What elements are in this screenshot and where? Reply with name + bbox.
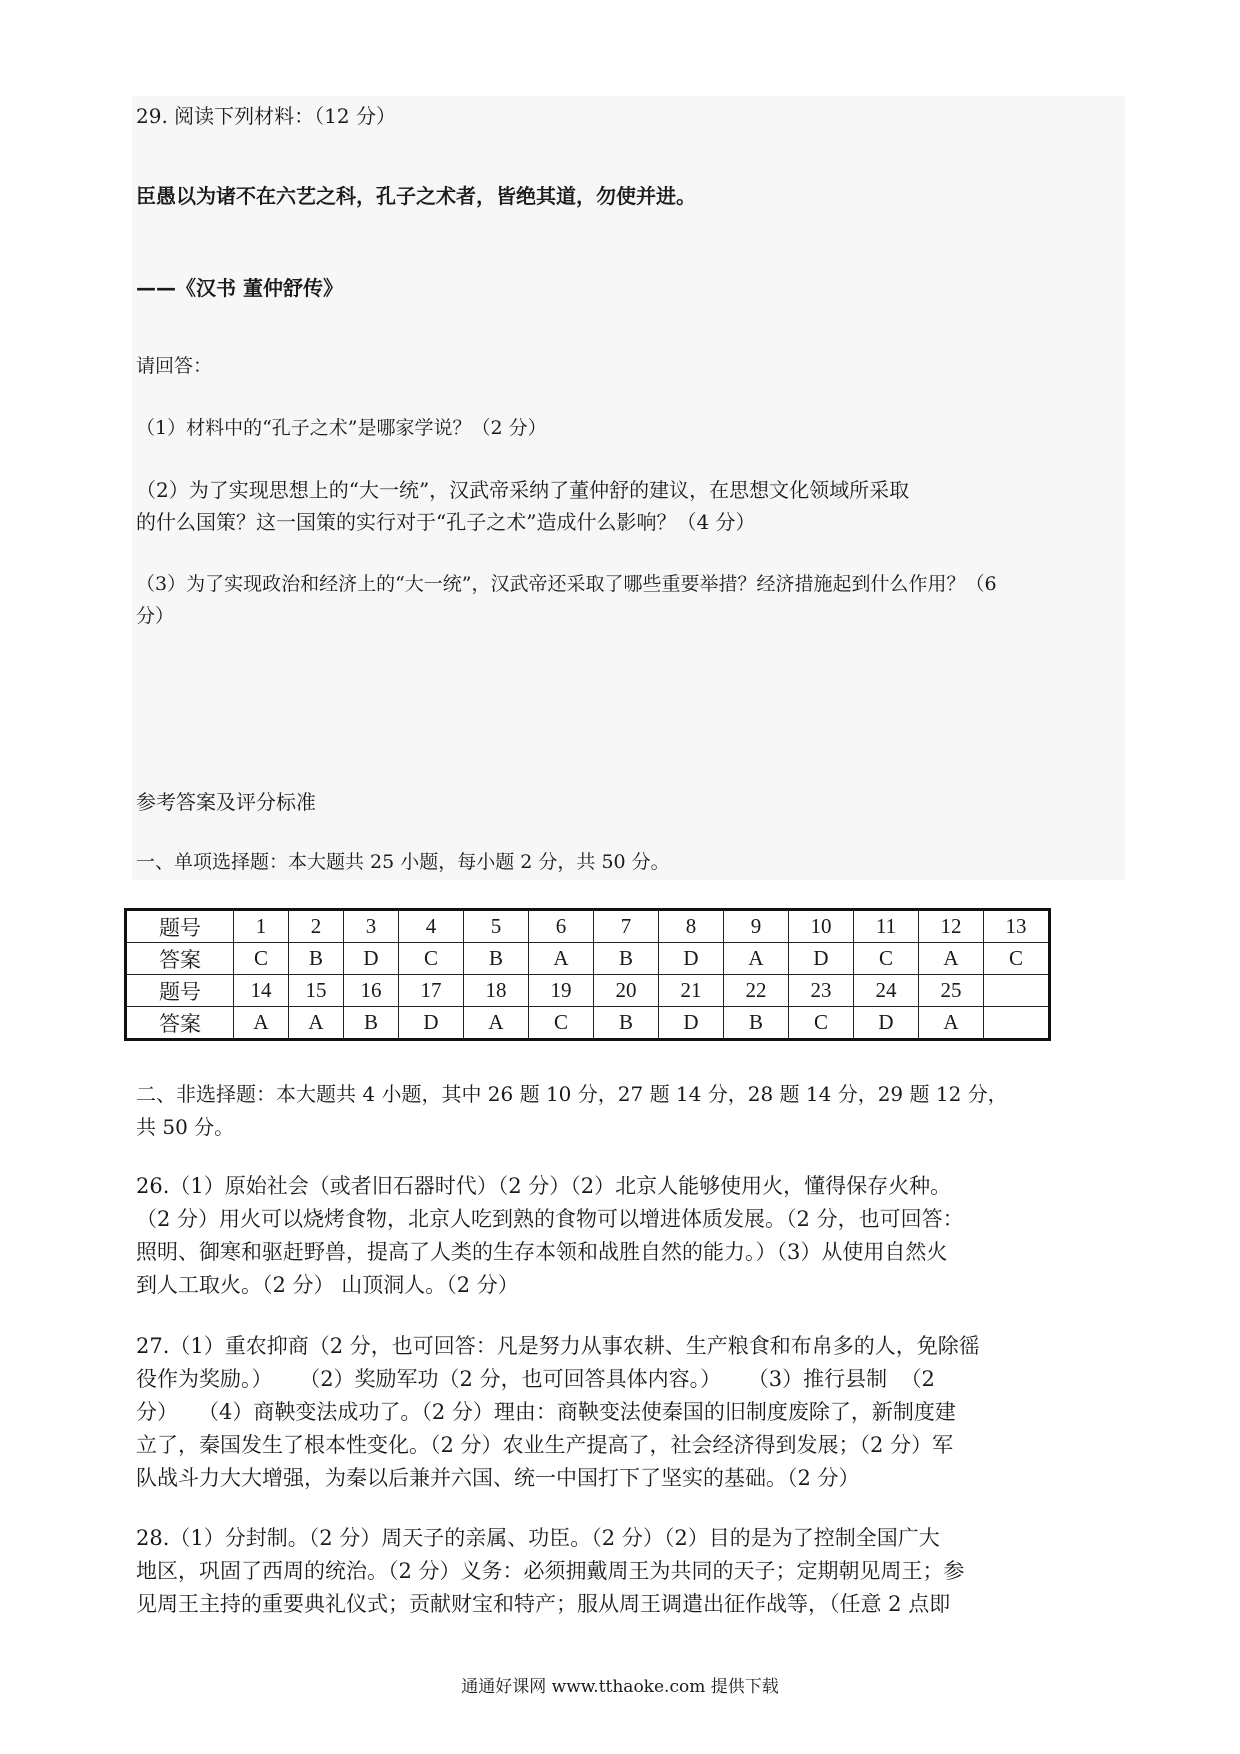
q29-sub3-line2: 分） [136, 605, 175, 627]
answer-line: 地区，巩固了西周的统治。（2 分）义务：必须拥戴周王为共同的天子；定期朝见周王；参 [136, 1559, 965, 1583]
answer-line: 照明、御寒和驱赶野兽，提高了人类的生存本领和战胜自然的能力。）（3）从使用自然火 [136, 1240, 948, 1264]
table-cell: 15 [289, 975, 344, 1007]
q29-sub3-line1: （3）为了实现政治和经济上的“大一统”，汉武帝还采取了哪些重要举措？经济措施起到什么作用？（6 [136, 573, 997, 595]
table-cell: B [464, 943, 529, 975]
table-cell: D [344, 943, 399, 975]
table-cell: D [854, 1007, 919, 1040]
section2-title-line1: 二、非选择题：本大题共 4 小题，其中 26 题 10 分，27 题 14 分，28 题 14 分，29 题 12 分， [136, 1082, 1008, 1106]
answer-table [124, 908, 1051, 1041]
table-cell: 18 [464, 975, 529, 1007]
table-cell: D [789, 943, 854, 975]
table-cell: C [984, 943, 1050, 975]
table-cell: D [399, 1007, 464, 1040]
answer-28 [136, 1522, 1121, 1621]
answer-line: 27.（1）重农抑商（2 分，也可回答：凡是努力从事农耕、生产粮食和布帛多的人，免除徭 [136, 1334, 980, 1358]
table-cell: 3 [344, 910, 399, 943]
section2-title-line2: 共 50 分。 [136, 1115, 235, 1139]
q29-source: ——《汉书 董仲舒传》 [136, 276, 343, 300]
table-cell: C [234, 943, 289, 975]
table-cell: 题号 [126, 910, 234, 943]
table-cell: C [854, 943, 919, 975]
table-cell: A [464, 1007, 529, 1040]
table-cell: 2 [289, 910, 344, 943]
answer-line: 队战斗力大大增强，为秦以后兼并六国、统一中国打下了坚实的基础。（2 分） [136, 1466, 860, 1490]
table-cell: 21 [659, 975, 724, 1007]
table-cell: B [344, 1007, 399, 1040]
table-cell: 14 [234, 975, 289, 1007]
answer-line: 26.（1）原始社会（或者旧石器时代）（2 分）（2）北京人能够使用火，懂得保存火种。 [136, 1174, 952, 1198]
table-cell: A [289, 1007, 344, 1040]
q29-prompt: 请回答： [136, 355, 213, 377]
table-cell: 6 [529, 910, 594, 943]
q29-sub2-line2: 的什么国策？这一国策的实行对于“孔子之术”造成什么影响？（4 分） [136, 510, 756, 534]
table-row [126, 910, 1050, 943]
table-cell: D [659, 1007, 724, 1040]
table-cell [984, 975, 1050, 1007]
table-cell: 8 [659, 910, 724, 943]
answer-line: 到人工取火。（2 分） 山顶洞人。（2 分） [136, 1273, 519, 1297]
table-cell: C [789, 1007, 854, 1040]
table-cell: A [234, 1007, 289, 1040]
table-cell: 11 [854, 910, 919, 943]
table-cell: 25 [919, 975, 984, 1007]
table-row [126, 975, 1050, 1007]
answer-line: 分） （4）商鞅变法成功了。（2 分）理由：商鞅变法使秦国的旧制度废除了，新制度建 [136, 1400, 956, 1424]
q29-sub2-line1: （2）为了实现思想上的“大一统”，汉武帝采纳了董仲舒的建议，在思想文化领域所采取 [136, 478, 910, 502]
answers-heading: 参考答案及评分标准 [136, 790, 316, 814]
table-cell: 9 [724, 910, 789, 943]
table-cell: 13 [984, 910, 1050, 943]
answer-line: （2 分）用火可以烧烤食物，北京人吃到熟的食物可以增进体质发展。（2 分，也可回答： [136, 1207, 964, 1231]
table-cell: 10 [789, 910, 854, 943]
table-cell: C [399, 943, 464, 975]
q29-sub1: （1）材料中的“孔子之术”是哪家学说？（2 分） [136, 417, 547, 439]
answer-line: 28.（1）分封制。（2 分）周天子的亲属、功臣。（2 分）（2）目的是为了控制全国广大 [136, 1526, 940, 1550]
answer-line: 立了，秦国发生了根本性变化。（2 分）农业生产提高了，社会经济得到发展；（2 分）军 [136, 1433, 954, 1457]
answer-26 [136, 1170, 1121, 1302]
table-cell: 17 [399, 975, 464, 1007]
table-cell [984, 1007, 1050, 1040]
table-cell: 题号 [126, 975, 234, 1007]
answer-line: 役作为奖励。） （2）奖励军功（2 分，也可回答具体内容。） （3）推行县制 （2 [136, 1367, 935, 1391]
table-cell: A [724, 943, 789, 975]
answer-27 [136, 1330, 1121, 1495]
table-cell: 答案 [126, 1007, 234, 1040]
table-cell: A [919, 943, 984, 975]
page-footer: 通通好课网 www.tthaoke.com 提供下载 [461, 1677, 779, 1697]
table-cell: B [594, 943, 659, 975]
table-cell: D [659, 943, 724, 975]
table-cell: B [724, 1007, 789, 1040]
q29-material: 臣愚以为诸不在六艺之科，孔子之术者，皆绝其道，勿使并进。 [136, 184, 696, 208]
table-row [126, 943, 1050, 975]
table-cell: 23 [789, 975, 854, 1007]
table-cell: 5 [464, 910, 529, 943]
table-cell: 20 [594, 975, 659, 1007]
table-cell: C [529, 1007, 594, 1040]
table-cell: 4 [399, 910, 464, 943]
table-cell: A [529, 943, 594, 975]
table-cell: 7 [594, 910, 659, 943]
table-cell: B [289, 943, 344, 975]
table-cell: 24 [854, 975, 919, 1007]
table-cell: 12 [919, 910, 984, 943]
table-cell: 16 [344, 975, 399, 1007]
table-cell: 19 [529, 975, 594, 1007]
table-row [126, 1007, 1050, 1040]
table-cell: 答案 [126, 943, 234, 975]
table-cell: A [919, 1007, 984, 1040]
table-cell: 22 [724, 975, 789, 1007]
table-cell: B [594, 1007, 659, 1040]
answer-line: 见周王主持的重要典礼仪式；贡献财宝和特产；服从周王调遣出征作战等，（任意 2 点即 [136, 1592, 951, 1616]
table-cell: 1 [234, 910, 289, 943]
q29-title: 29. 阅读下列材料：（12 分） [136, 104, 396, 128]
section1-title: 一、单项选择题：本大题共 25 小题，每小题 2 分，共 50 分。 [136, 851, 670, 873]
